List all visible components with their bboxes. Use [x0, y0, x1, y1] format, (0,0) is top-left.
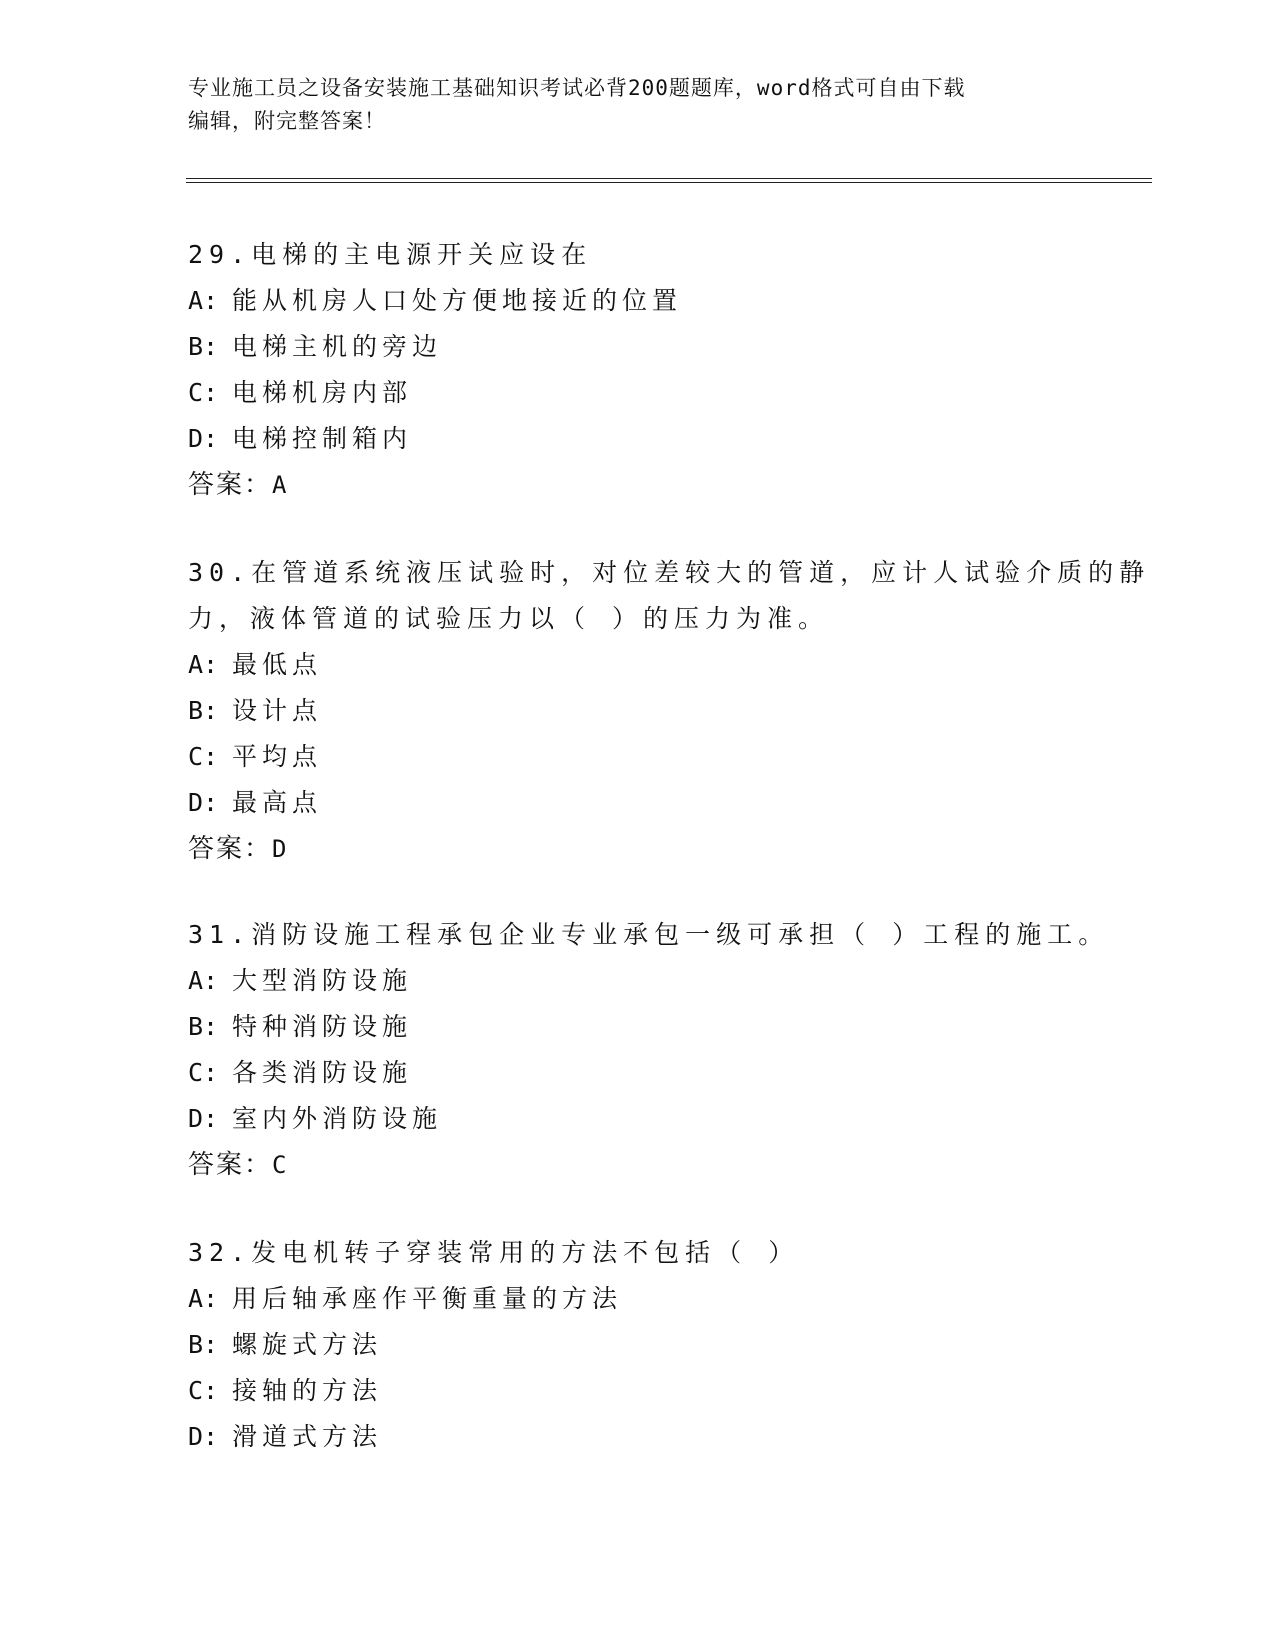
option-text: 平均点	[232, 742, 323, 771]
option-key: C:	[188, 1058, 219, 1087]
option-key: A:	[188, 1284, 219, 1313]
answer-line	[188, 1142, 1088, 1188]
question-32	[188, 1230, 1088, 1460]
option-a	[188, 1276, 1088, 1322]
option-text: 室内外消防设施	[232, 1104, 443, 1133]
question-29	[188, 232, 1088, 508]
document-header	[188, 72, 1088, 138]
option-text: 滑道式方法	[232, 1422, 383, 1451]
option-key: A:	[188, 650, 219, 679]
option-d	[188, 416, 1088, 462]
option-a	[188, 278, 1088, 324]
option-key: A:	[188, 966, 219, 995]
answer-label: 答案：	[188, 1150, 273, 1180]
option-text: 大型消防设施	[232, 966, 413, 995]
option-c	[188, 370, 1088, 416]
question-stem: 30.在管道系统液压试验时，对位差较大的管道，应计人试验介质的静	[188, 558, 1151, 587]
option-text: 最低点	[232, 650, 323, 679]
option-text: 特种消防设施	[232, 1012, 413, 1041]
option-b	[188, 1004, 1088, 1050]
header-divider-top	[186, 178, 1152, 179]
header-line-1: 专业施工员之设备安装施工基础知识考试必背200题题库，word格式可自由下载	[188, 76, 966, 100]
option-key: C:	[188, 1376, 219, 1405]
option-key: C:	[188, 378, 219, 407]
option-c	[188, 1368, 1088, 1414]
option-text: 能从机房人口处方便地接近的位置	[232, 286, 683, 315]
option-text: 最高点	[232, 788, 323, 817]
option-text: 设计点	[232, 696, 323, 725]
option-key: D:	[188, 1104, 219, 1133]
answer-line	[188, 462, 1088, 508]
question-stem: 29.电梯的主电源开关应设在	[188, 240, 593, 269]
option-text: 各类消防设施	[232, 1058, 413, 1087]
option-a	[188, 642, 1088, 688]
option-key: C:	[188, 742, 219, 771]
option-text: 电梯控制箱内	[232, 424, 413, 453]
option-key: D:	[188, 1422, 219, 1451]
question-stem: 32.发电机转子穿装常用的方法不包括（ ）	[188, 1238, 800, 1267]
answer-value: C	[272, 1151, 287, 1179]
option-key: B:	[188, 332, 219, 361]
header-line-2: 编辑，附完整答案！	[188, 109, 386, 133]
option-text: 电梯主机的旁边	[232, 332, 443, 361]
question-stem-continued: 力，液体管道的试验压力以（ ）的压力为准。	[188, 604, 830, 633]
option-b	[188, 324, 1088, 370]
answer-line	[188, 826, 1088, 872]
question-31	[188, 912, 1110, 1188]
option-key: D:	[188, 424, 219, 453]
option-key: B:	[188, 696, 219, 725]
option-c	[188, 734, 1088, 780]
option-b	[188, 1322, 1088, 1368]
answer-value: D	[272, 835, 287, 863]
option-b	[188, 688, 1088, 734]
question-stem: 31.消防设施工程承包企业专业承包一级可承担（ ）工程的施工。	[188, 920, 1110, 949]
option-text: 电梯机房内部	[232, 378, 413, 407]
answer-label: 答案：	[188, 834, 273, 864]
option-key: A:	[188, 286, 219, 315]
question-30	[188, 550, 1151, 872]
option-key: B:	[188, 1330, 219, 1359]
option-text: 用后轴承座作平衡重量的方法	[232, 1284, 623, 1313]
option-a	[188, 958, 1088, 1004]
answer-value: A	[272, 471, 287, 499]
option-d	[188, 1096, 1088, 1142]
option-d	[188, 780, 1088, 826]
option-text: 接轴的方法	[232, 1376, 383, 1405]
answer-label: 答案：	[188, 470, 273, 500]
option-c	[188, 1050, 1088, 1096]
header-divider-bottom	[186, 182, 1152, 183]
option-key: B:	[188, 1012, 219, 1041]
option-text: 螺旋式方法	[232, 1330, 383, 1359]
option-d	[188, 1414, 1088, 1460]
option-key: D:	[188, 788, 219, 817]
